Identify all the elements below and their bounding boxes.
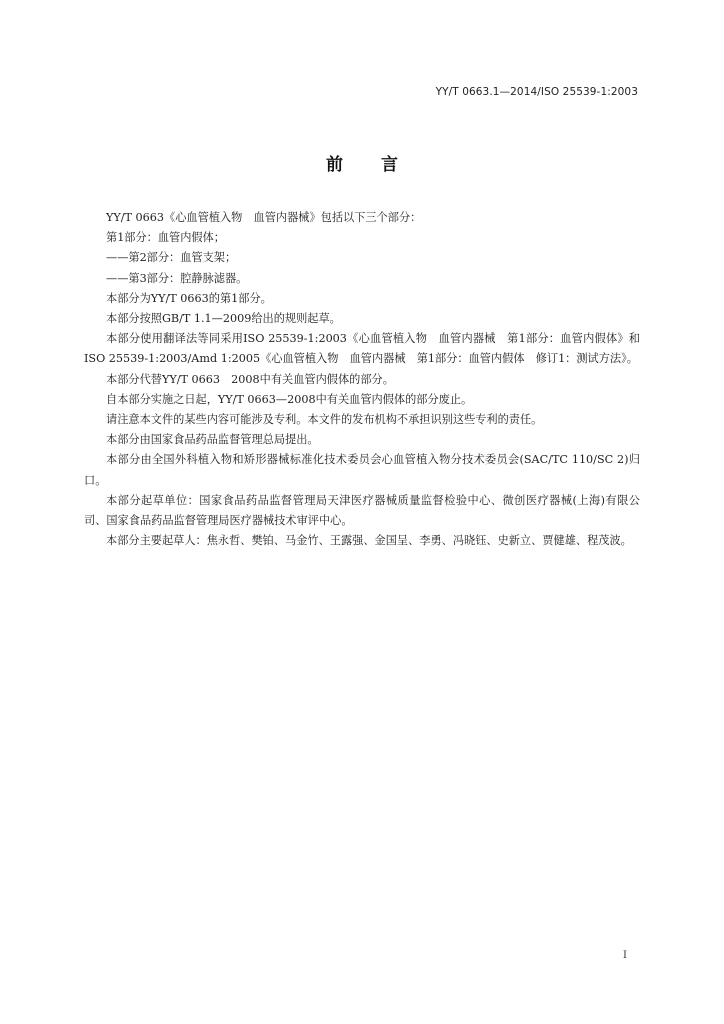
intro-paragraph: YY/T 0663《心血管植入物 血管内器械》包括以下三个部分： (106, 211, 422, 224)
list-item-part1: 第1部分：血管内假体； (106, 231, 225, 245)
proposed-by: 本部分由国家食品药品监督管理总局提出。 (106, 433, 319, 447)
patent-notice: 请注意本文件的某些内容可能涉及专利。本文件的发布机构不承担识别这些专利的责任。 (106, 413, 543, 427)
replacement-statement: 本部分代替YY/T 0663 2008中有关血管内假体的部分。 (106, 372, 394, 386)
effective-statement: 自本部分实施之日起，YY/T 0663—2008中有关血管内假体的部分废止。 (106, 392, 473, 406)
list-item-part2: ——第2部分：血管支架； (106, 251, 237, 265)
main-drafters: 本部分主要起草人：焦永哲、樊铂、马金竹、王露强、金国呈、李勇、冯晓钰、史新立、贾健雄、程茂波。 (106, 534, 632, 548)
standard-code-header: YY/T 0663.1—2014/ISO 25539-1:2003 (435, 86, 638, 98)
drafting-rules: 本部分按照GB/T 1.1—2009给出的规则起草。 (106, 312, 341, 326)
list-item-part3: ——第3部分：腔静脉滤器。 (106, 271, 248, 285)
part-statement: 本部分为YY/T 0663的第1部分。 (106, 291, 272, 305)
foreword-body (84, 208, 640, 551)
centralized-by: 本部分由全国外科植入物和矫形器械标准化技术委员会心血管植入物分技术委员会(SAC/TC 110/SC 2)归口。 (84, 453, 640, 487)
page-number: I (623, 950, 627, 961)
translation-statement: 本部分使用翻译法等同采用ISO 25539-1:2003《心血管植入物 血管内器械 第1部分：血管内假体》和ISO 25539-1:2003/Amd 1:2005《心血管植入物 血管内器械 第1部分：血管内假体 修订1：测试方法》。 (84, 332, 640, 366)
page-title: 前言 (326, 155, 436, 175)
drafting-units: 本部分起草单位：国家食品药品监督管理局天津医疗器械质量监督检验中心、微创医疗器械(上海)有限公司、国家食品药品监督管理局医疗器械技术审评中心。 (84, 493, 640, 528)
